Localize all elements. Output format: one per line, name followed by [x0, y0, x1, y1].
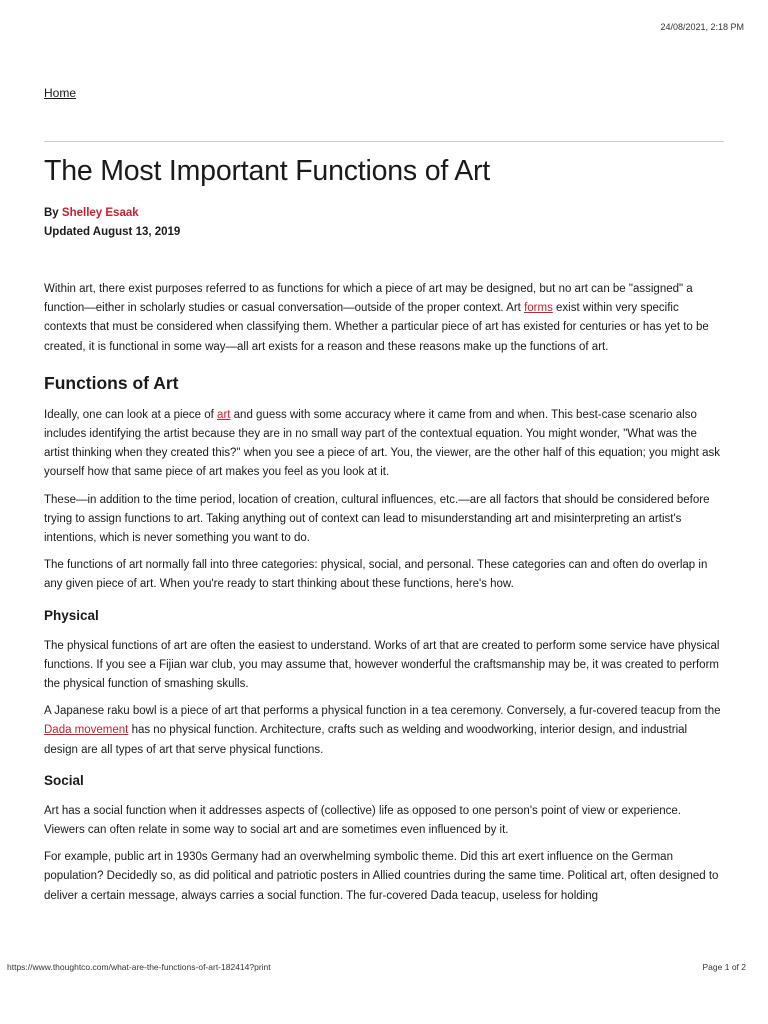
paragraph-4: The physical functions of art are often the easiest to understand. Works of art that are created to perform some service have physical functions. If you see a Fijian war club, you may assume that, however wonderful the craftsmanship may be, it was created to perform the physical function of smashing skulls. — [44, 639, 720, 691]
by-label: By — [44, 207, 62, 219]
page-title: The Most Important Functions of Art — [44, 155, 491, 187]
p1-text-a: Ideally, one can look at a piece of — [44, 408, 218, 421]
updated-date: Updated August 13, 2019 — [44, 226, 181, 238]
art-link[interactable]: art — [217, 408, 231, 421]
home-link[interactable]: Home — [44, 86, 77, 100]
heading-physical: Physical — [44, 607, 99, 623]
print-header-datetime: 24/08/2021, 2:18 PM — [660, 22, 744, 32]
p1-text-b: and guess with some accuracy where it came from and when. This best-case scenario also includes identifying the artist because they are in no small way part of the contextual equation. You might wonder, "What was the artist thinking when they created this?" when you see a piece of art. You, the viewer, are the other half of this equation; you might ask yourself how that same piece of art makes you feel as you look at it. — [44, 408, 720, 479]
intro-text-a: Within art, there exist purposes referred to as functions for which a piece of art may be designed, but no art can be "assigned" a function—either in scholarly studies or casual conversation—outside of the proper context. Art — [44, 283, 693, 315]
paragraph-2: These—in addition to the time period, location of creation, cultural influences, etc.—are all factors that should be considered before trying to assign functions to art. Taking anything out of context can lead to misunderstanding art and misinterpreting an artist's intentions, which is never something you want to do. — [44, 493, 710, 545]
author-link[interactable]: Shelley Esaak — [61, 207, 139, 219]
article-body — [44, 280, 724, 914]
header-divider — [44, 141, 724, 142]
paragraph-3: The functions of art normally fall into three categories: physical, social, and personal. These categories can and often do overlap in any given piece of art. When you're ready to start thinking about these functions, here's how. — [44, 559, 708, 591]
p5-text-b: has no physical function. Architecture, crafts such as welding and woodworking, interior design, and industrial design are all types of art that serve physical functions. — [44, 724, 688, 756]
byline — [44, 207, 139, 219]
page-number: Page 1 of 2 — [702, 962, 746, 972]
intro-text-b: exist within very specific contexts that must be considered when classifying them. Whether a particular piece of art has existed for centuries or has yet to be created, it is functional in some way—all art exists for a reason and these reasons make up the functions of art. — [44, 302, 709, 353]
dada-movement-link[interactable]: Dada movement — [44, 724, 129, 737]
heading-social: Social — [44, 772, 84, 788]
p5-text-a: A Japanese raku bowl is a piece of art that performs a physical function in a tea ceremony. Conversely, a fur-covered teacup from the — [44, 705, 721, 718]
paragraph-7: For example, public art in 1930s Germany had an overwhelming symbolic theme. Did this art exert influence on the German population? Decidedly so, as did political and patriotic posters in Allied countries during the same time. Political art, often designed to deliver a certain message, always carries a social function. The fur-covered Dada teacup, useless for holding — [44, 851, 719, 902]
paragraph-1 — [44, 406, 724, 483]
print-footer-url: https://www.thoughtco.com/what-are-the-functions-of-art-182414?print — [7, 962, 271, 972]
paragraph-5 — [44, 702, 724, 760]
forms-link[interactable]: forms — [524, 302, 553, 315]
intro-paragraph — [44, 280, 724, 357]
heading-functions-of-art: Functions of Art — [44, 372, 179, 393]
paragraph-6: Art has a social function when it addresses aspects of (collective) life as opposed to one person's point of view or experience. Viewers can often relate in some way to social art and are sometimes even influenced by it. — [44, 804, 681, 837]
